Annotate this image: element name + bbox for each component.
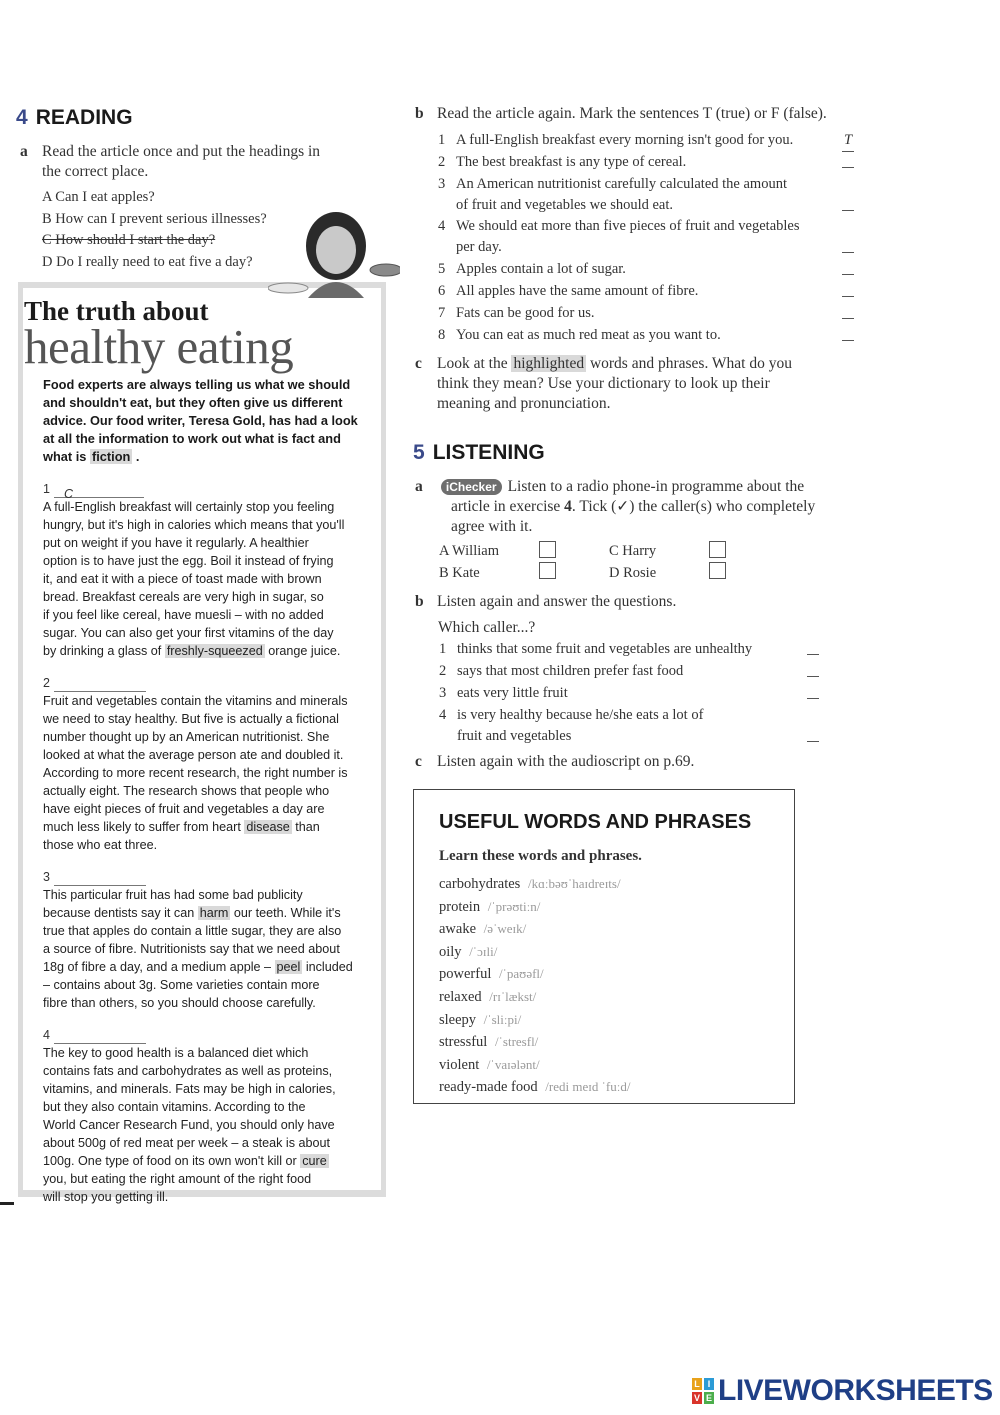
- caller-checkbox[interactable]: [539, 562, 556, 579]
- tf-answer-blank[interactable]: [842, 210, 854, 211]
- instruction-text: Listen to a radio phone-in programme about the: [507, 478, 805, 495]
- instruction-text: think they mean? Use your dictionary to look up their: [437, 375, 770, 392]
- paragraph-line: actually eight. The research shows that people who: [43, 784, 330, 798]
- paragraph-line: if you feel like cereal, have muesli – with no added: [43, 608, 324, 622]
- item-text: Apples contain a lot of sugar.: [456, 261, 626, 277]
- paragraph-line: put on weight if you have it regularly. A healthier: [43, 536, 309, 550]
- paragraph-line: our teeth. While it's: [230, 906, 341, 920]
- exercise-letter: c: [415, 753, 422, 770]
- paragraph-3: [43, 868, 373, 1012]
- paragraph-2: [43, 674, 373, 854]
- item-text: A full-English breakfast every morning isn't good for you.: [456, 132, 794, 148]
- logo-text: LIVEWORKSHEETS: [718, 1374, 993, 1407]
- tf-answer-blank[interactable]: [842, 167, 854, 168]
- intro-line: what is: [43, 449, 90, 464]
- instruction-text: Read the article again. Mark the sentences T (true) or F (false).: [437, 105, 827, 122]
- paragraph-line: about 500g of red meat per week – a steak is about: [43, 1136, 331, 1150]
- tf-item: [438, 152, 858, 174]
- item-text: thinks that some fruit and vegetables are unhealthy: [457, 641, 753, 657]
- tf-item: [438, 303, 858, 325]
- logo-letter: E: [705, 1393, 712, 1403]
- paragraph-4: [43, 1026, 373, 1206]
- paragraph-line: bread. Breakfast cereals are very high in sugar, so: [43, 590, 324, 604]
- ichecker-badge[interactable]: iChecker: [441, 479, 502, 495]
- instruction-line: the correct place.: [42, 163, 149, 180]
- tf-item: [438, 216, 858, 259]
- word-entry: [439, 1054, 630, 1077]
- instruction-text: meaning and pronunciation.: [437, 395, 611, 412]
- pronunciation: /ˈsliːpi/: [483, 1011, 522, 1027]
- reading-heading: [16, 106, 133, 130]
- paragraph-line: fibre than others, so you should choose carefully.: [43, 996, 316, 1010]
- item-text: An American nutritionist carefully calculated the amount: [456, 176, 787, 192]
- heading-option: A Can I eat apples?: [42, 189, 155, 205]
- paragraph-line: World Cancer Research Fund, you should only have: [43, 1118, 335, 1132]
- margin-mark: [0, 1202, 14, 1205]
- paragraph-line: because dentists say it can: [43, 906, 198, 920]
- paragraph-line: contains fats and carbohydrates as well as proteins,: [43, 1064, 333, 1078]
- item-number: 2: [439, 663, 447, 679]
- useful-words-subtitle: Learn these words and phrases.: [439, 848, 642, 864]
- article-title-line1: The truth about: [24, 296, 209, 326]
- item-number: 1: [438, 132, 446, 148]
- question-item: [439, 661, 829, 683]
- word-entry: [439, 873, 630, 896]
- article-title-line2: healthy eating: [24, 319, 294, 374]
- article-intro: [43, 376, 373, 466]
- true-false-list: [438, 130, 858, 347]
- highlighted-word: freshly-squeezed: [166, 644, 263, 658]
- paragraph-line: but they also contain vitamins. According to the: [43, 1100, 306, 1114]
- item-text: per day.: [456, 238, 502, 255]
- word: carbohydrates: [439, 876, 521, 892]
- exercise-letter: a: [20, 143, 28, 160]
- pronunciation: /ˈvaɪələnt/: [486, 1056, 540, 1072]
- item-text: says that most children prefer fast food: [457, 663, 684, 679]
- exercise-letter: b: [415, 593, 424, 610]
- liveworksheets-logo[interactable]: [692, 1376, 992, 1412]
- caller-label: D Rosie: [609, 565, 657, 581]
- paragraph-line: – contains about 3g. Some varieties contain more: [43, 978, 320, 992]
- word-list: [439, 873, 630, 1099]
- paragraph-line: by drinking a glass of: [43, 644, 165, 658]
- exercise-5a: [415, 477, 855, 537]
- item-text: eats very little fruit: [457, 685, 568, 701]
- paragraph-line: looked at what the average person ate and doubled it.: [43, 748, 344, 762]
- instruction-text: words and phrases. What do you: [586, 355, 792, 372]
- exercise-5c: [415, 752, 855, 772]
- caller-label: A William: [439, 543, 499, 559]
- highlighted-word: disease: [246, 820, 290, 834]
- instruction-text: agree with it.: [451, 518, 533, 535]
- answer-blank[interactable]: [807, 654, 819, 655]
- girl-with-plates-photo: [268, 206, 400, 298]
- tf-item: [438, 174, 858, 216]
- word-entry: [439, 1076, 630, 1099]
- word: awake: [439, 921, 477, 938]
- item-text: is very healthy because he/she eats a lot of: [457, 707, 704, 723]
- pronunciation: /ˈpaʊəfl/: [498, 966, 544, 982]
- tf-item: [438, 130, 858, 152]
- word-entry: [439, 1031, 630, 1054]
- paragraph-number: 2: [43, 676, 50, 690]
- instruction-text: Listen again and answer the questions.: [437, 593, 677, 610]
- paragraph-line: The key to good health is a balanced diet which: [43, 1046, 309, 1060]
- item-text: The best breakfast is any type of cereal.: [456, 154, 687, 170]
- intro-line: and shouldn't eat, but they often give us different: [43, 395, 343, 410]
- logo-letter: L: [692, 1378, 702, 1390]
- word-entry: [439, 986, 630, 1009]
- item-number: 5: [438, 261, 446, 277]
- caller-checkbox[interactable]: [709, 562, 726, 579]
- caller-label: B Kate: [439, 565, 480, 581]
- paragraph-answer-blank[interactable]: [54, 1031, 146, 1044]
- paragraph-line: much less likely to suffer from heart: [43, 820, 245, 834]
- paragraph-answer[interactable]: C: [54, 485, 144, 498]
- question-item: [439, 683, 829, 705]
- pronunciation: /əˈweɪk/: [483, 921, 527, 937]
- logo-letter: I: [704, 1378, 714, 1390]
- intro-line: at all the information to work out what is fact and: [43, 431, 341, 446]
- pronunciation: /ˈprəʊtiːn/: [487, 898, 541, 914]
- exercise-letter: b: [415, 105, 424, 122]
- headings-list: [42, 187, 267, 273]
- item-text: Fats can be good for us.: [456, 305, 595, 321]
- paragraph-line: vitamins, and minerals. Fats may be high in calories,: [43, 1082, 336, 1096]
- paragraph-line: those who eat three.: [43, 838, 158, 852]
- heading-option: D Do I really need to eat five a day?: [42, 253, 253, 270]
- word: oily: [439, 943, 462, 960]
- logo-icon: [692, 1378, 716, 1406]
- section-title: LISTENING: [432, 441, 545, 464]
- word-entry: [439, 896, 630, 919]
- paragraph-line: Fruit and vegetables contain the vitamins and minerals: [43, 694, 348, 708]
- answer-blank[interactable]: [807, 698, 819, 699]
- exercise-4c: [415, 354, 855, 414]
- article-body: [43, 376, 373, 1206]
- item-text: All apples have the same amount of fibre.: [456, 283, 699, 299]
- pronunciation: /rɪˈlækst/: [489, 988, 537, 1004]
- paragraph-line: option is to have just the egg. Boil it instead of frying: [43, 554, 334, 568]
- paragraph-line: orange juice.: [264, 644, 341, 658]
- exercise-4a: [20, 142, 365, 182]
- paragraph-line: 100g. One type of food on its own won't kill or: [43, 1154, 301, 1168]
- answer-blank[interactable]: [807, 676, 819, 677]
- paragraph-line: it, and eat it with a piece of toast made with brown: [43, 572, 322, 586]
- caller-questions: [439, 639, 829, 747]
- heading-option: C How should I start the day?: [42, 232, 216, 248]
- item-number: 6: [438, 283, 446, 299]
- exercise-letter: c: [415, 355, 422, 372]
- paragraph-number: 1: [43, 482, 50, 496]
- instruction-text: . Tick (✓) the caller(s) who completely: [571, 498, 816, 515]
- logo-letter: V: [693, 1393, 700, 1403]
- word: sleepy: [439, 1011, 477, 1028]
- item-number: 3: [439, 685, 447, 701]
- highlighted-word: fiction: [91, 449, 131, 464]
- paragraph-line: hungry, but it's high in calories which means that you'll: [43, 518, 345, 532]
- intro-line: .: [132, 449, 140, 464]
- tf-answer-blank[interactable]: [842, 318, 854, 319]
- paragraph-line: true that apples do contain a little sugar, they are also: [43, 924, 342, 938]
- paragraph-line: have eight pieces of fruit and vegetables a day are: [43, 802, 325, 816]
- intro-line: Food experts are always telling us what we should: [43, 377, 351, 392]
- question-prompt: Which caller...?: [438, 619, 536, 636]
- instruction-line: Read the article once and put the headings in: [42, 143, 321, 160]
- paragraph-line: you, but eating the right amount of the right food: [43, 1172, 312, 1186]
- intro-line: advice. Our food writer, Teresa Gold, has had a look: [43, 413, 358, 428]
- highlighted-word: harm: [199, 906, 229, 920]
- paragraph-line: 18g of fibre a day, and a medium apple –: [43, 960, 275, 974]
- paragraph-line: number thought up by an American nutritionist. She: [43, 730, 330, 744]
- item-text: fruit and vegetables: [457, 727, 572, 744]
- item-number: 2: [438, 154, 446, 170]
- useful-words-title: USEFUL WORDS AND PHRASES: [439, 811, 752, 833]
- tf-answer[interactable]: T: [842, 130, 854, 152]
- word: ready-made food: [439, 1079, 538, 1096]
- caller-checkbox[interactable]: [709, 541, 726, 558]
- word: powerful: [439, 966, 492, 983]
- item-number: 7: [438, 305, 446, 321]
- item-number: 4: [439, 707, 447, 723]
- paragraph-line: included: [302, 960, 353, 974]
- question-item: [439, 639, 829, 661]
- paragraph-1: [43, 480, 373, 660]
- paragraph-line: According to more recent research, the right number is: [43, 766, 348, 780]
- word-entry: [439, 1009, 630, 1032]
- word: protein: [439, 898, 481, 915]
- word-entry: [439, 963, 630, 986]
- exercise-5b: [415, 592, 855, 638]
- paragraph-number: 4: [43, 1028, 50, 1042]
- highlighted-word: highlighted: [513, 355, 585, 372]
- caller-label: C Harry: [609, 543, 657, 559]
- section-title: READING: [35, 106, 133, 129]
- exercise-reference: 4: [564, 498, 572, 515]
- tf-answer-blank[interactable]: [842, 340, 854, 341]
- paragraph-line: will stop you getting ill.: [43, 1190, 169, 1204]
- instruction-text: article in exercise: [451, 498, 565, 515]
- word-entry: [439, 918, 630, 941]
- tf-item: [438, 325, 858, 347]
- highlighted-word: cure: [302, 1154, 327, 1168]
- useful-words-box: [413, 789, 795, 1104]
- paragraph-answer-blank[interactable]: [54, 679, 146, 692]
- answer-blank[interactable]: [807, 741, 819, 742]
- item-number: 4: [438, 218, 446, 234]
- tf-item: [438, 281, 858, 303]
- paragraph-line: This particular fruit has had some bad publicity: [43, 888, 303, 902]
- section-number: 5: [413, 441, 425, 464]
- item-text: We should eat more than five pieces of fruit and vegetables: [456, 218, 800, 234]
- item-number: 8: [438, 327, 446, 343]
- item-text: of fruit and vegetables we should eat.: [456, 196, 674, 213]
- tf-answer-blank[interactable]: [842, 296, 854, 297]
- exercise-letter: a: [415, 478, 423, 495]
- pronunciation: /kɑːbəʊˈhaɪdreɪts/: [527, 876, 621, 891]
- pronunciation: /redi meɪd ˈfuːd/: [545, 1079, 631, 1095]
- tf-answer-blank[interactable]: [842, 252, 854, 253]
- paragraph-number: 3: [43, 870, 50, 884]
- paragraph-line: sugar. You can also get your first vitamins of the day: [43, 626, 334, 640]
- pronunciation: /ˈɔɪli/: [469, 943, 498, 959]
- exercise-4b-instruction: [415, 104, 875, 124]
- item-number: 1: [439, 641, 447, 657]
- instruction-text: Listen again with the audioscript on p.69.: [437, 753, 695, 770]
- section-number: 4: [16, 106, 28, 129]
- word-entry: [439, 941, 630, 964]
- question-item: [439, 705, 829, 747]
- paragraph-line: we need to stay healthy. But five is actually a fictional: [43, 712, 339, 726]
- tf-answer-blank[interactable]: [842, 274, 854, 275]
- paragraph-answer-blank[interactable]: [54, 873, 146, 886]
- instruction-text: Look at the: [437, 355, 512, 372]
- listening-heading: [413, 441, 545, 465]
- highlighted-word: peel: [276, 960, 301, 974]
- pronunciation: /ˈstresfl/: [494, 1034, 539, 1050]
- paragraph-line: A full-English breakfast will certainly stop you feeling: [43, 500, 335, 514]
- paragraph-line: a source of fibre. Nutritionists say that we need about: [43, 942, 340, 956]
- item-number: 3: [438, 176, 446, 192]
- paragraph-line: than: [291, 820, 320, 834]
- item-text: You can eat as much red meat as you want to.: [456, 327, 721, 343]
- caller-checkbox[interactable]: [539, 541, 556, 558]
- tf-item: [438, 259, 858, 281]
- heading-option: B How can I prevent serious illnesses?: [42, 210, 267, 227]
- word: relaxed: [439, 988, 482, 1005]
- word: stressful: [439, 1034, 488, 1051]
- word: violent: [439, 1056, 480, 1073]
